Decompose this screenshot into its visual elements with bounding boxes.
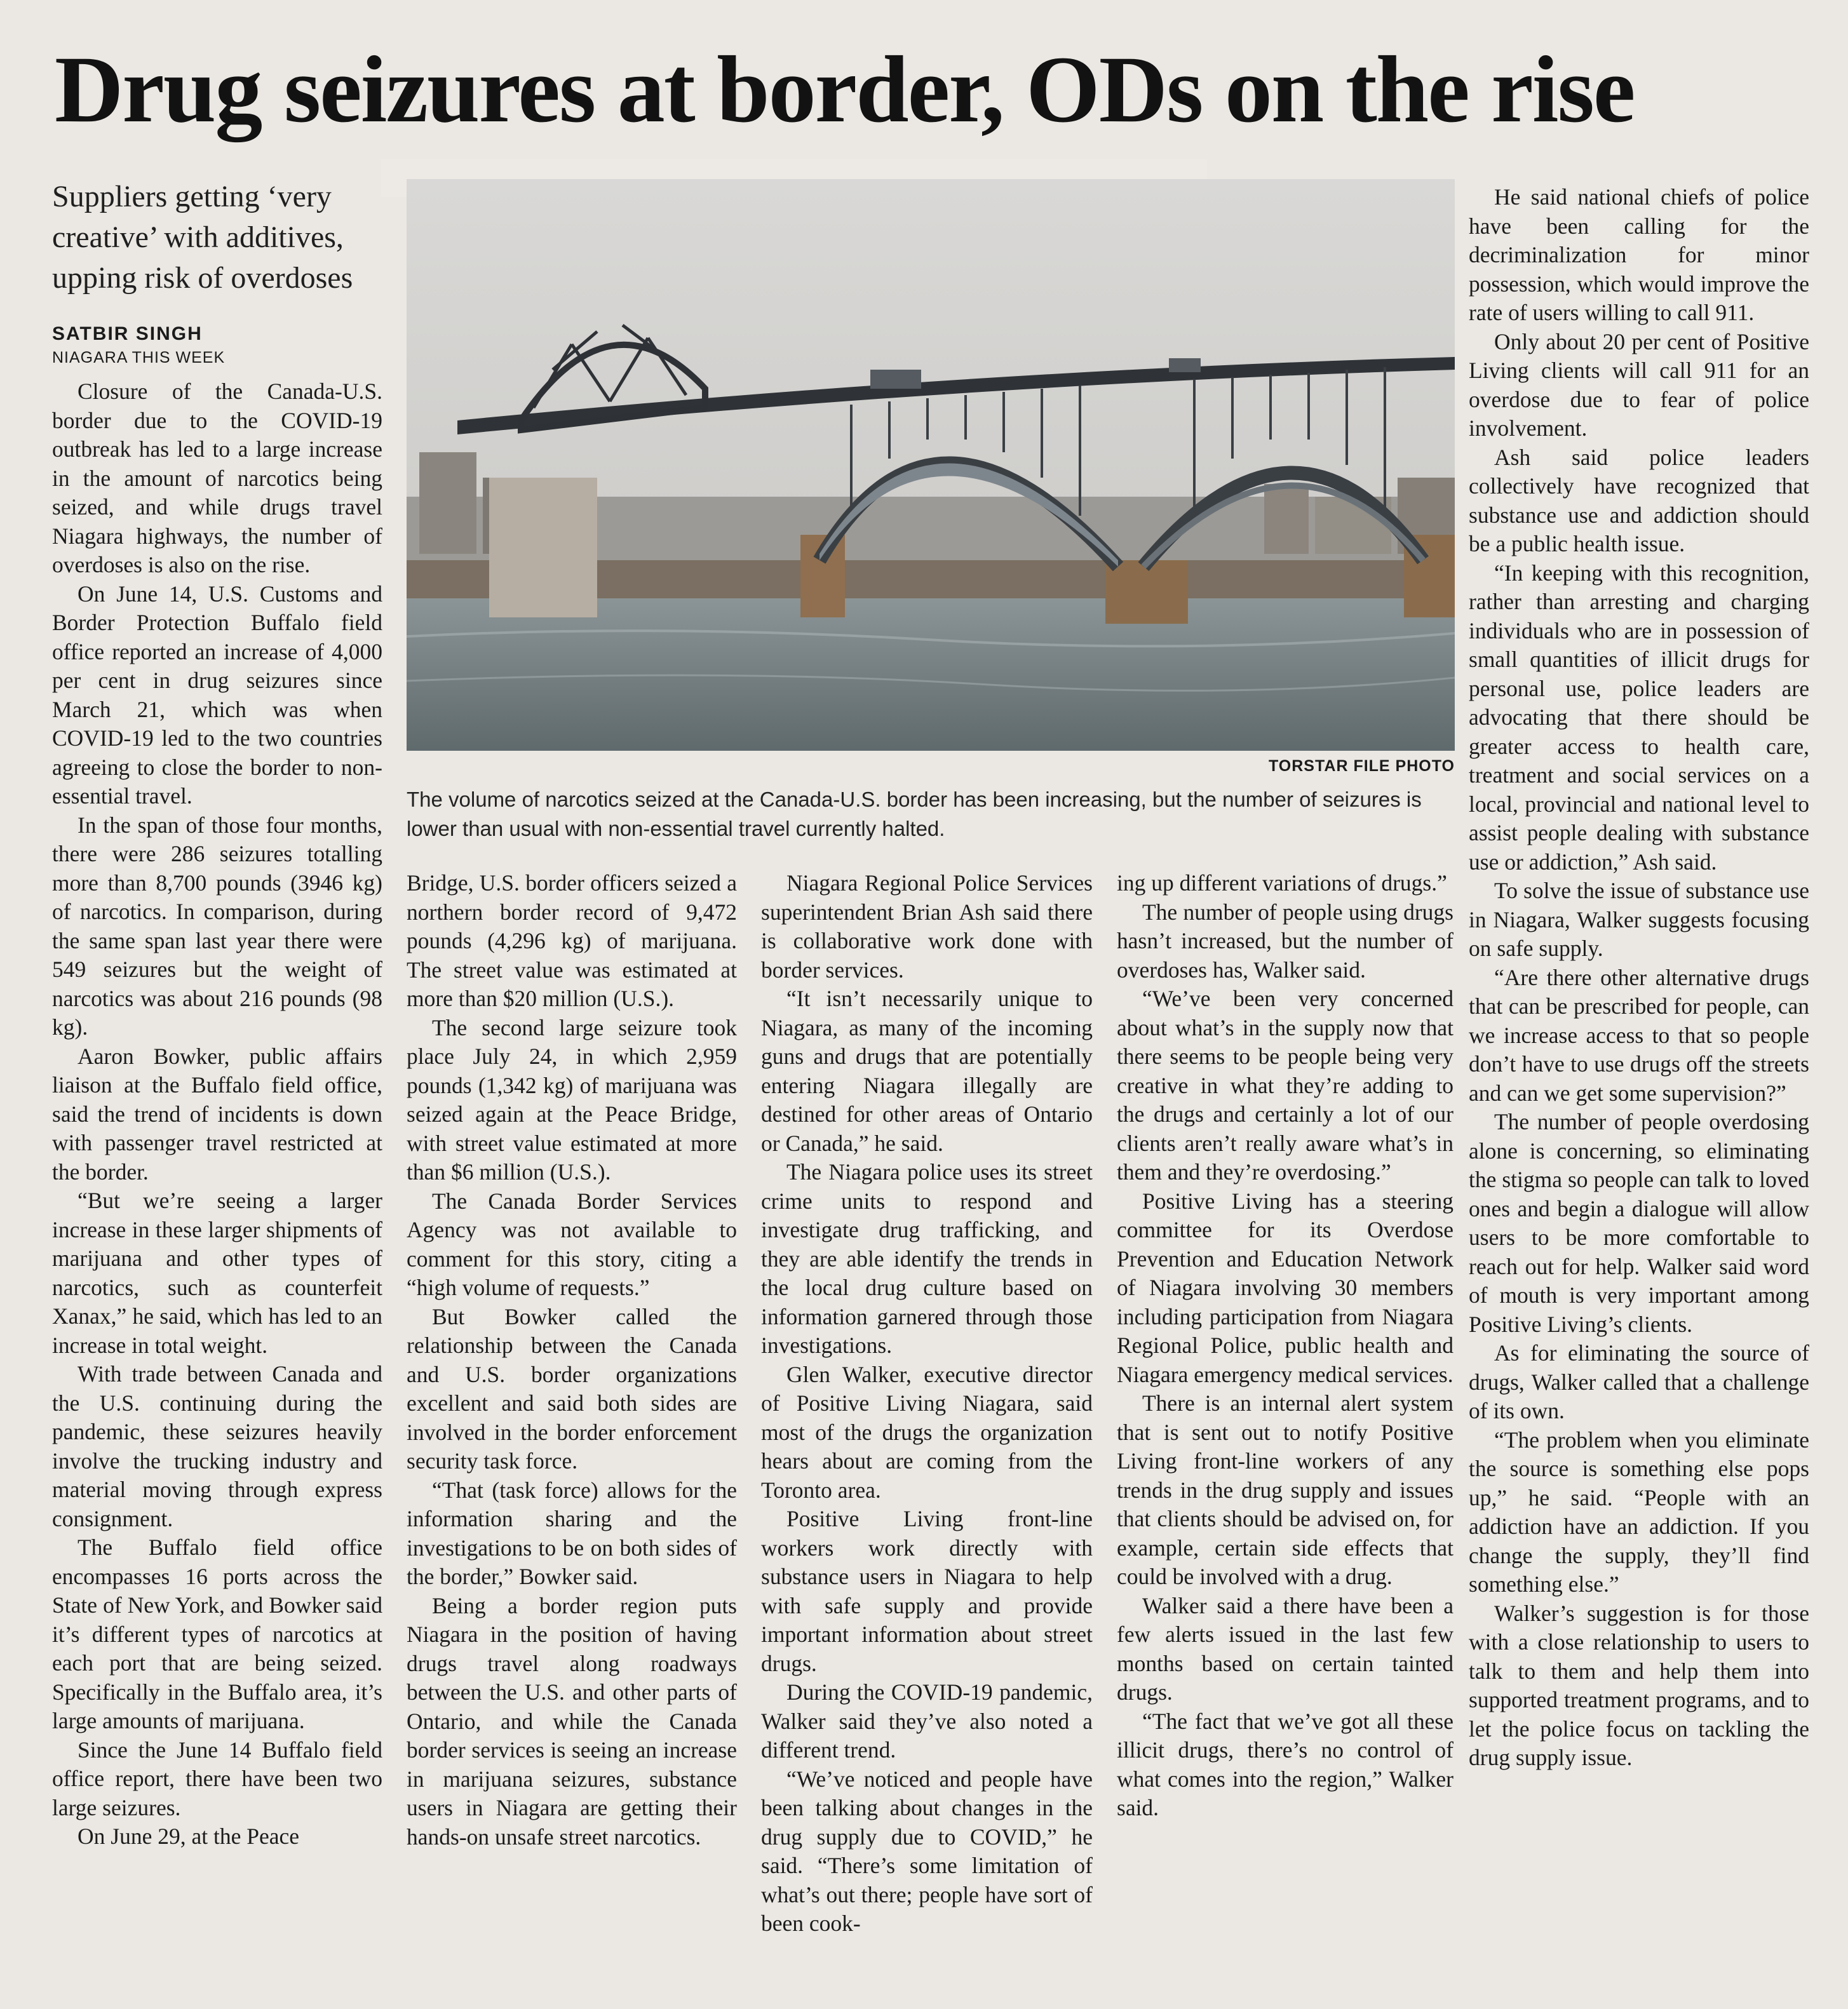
paragraph: Bridge, U.S. border officers seized a northern border record of 9,472 pounds (4,296 kg) of marijuana. The street value was estimated at more than $20 million (U.S.). xyxy=(407,870,737,1011)
paragraph: On June 14, U.S. Customs and Border Protection Buffalo field office reported an increase of 4,000 per cent in drug seizures since March 21, which was when COVID-19 led to the two countries agreeing to close the border to non-essential travel. xyxy=(52,581,382,809)
byline xyxy=(52,321,382,368)
paragraph: “We’ve been very concerned about what’s in the supply now that there seems to be people being very creative in what they’re adding to the drugs and certainly a lot of our clients aren’t really aware what’s in them and they’re overdosing.” xyxy=(1117,986,1453,1185)
paragraph: Niagara Regional Police Services superintendent Brian Ash said there is collaborative work done with border services. xyxy=(761,870,1093,983)
paragraph: Ash said police leaders collectively have recognized that substance use and addiction should be a public health issue. xyxy=(1469,444,1809,556)
paragraph: On June 29, at the Peace xyxy=(78,1824,299,1849)
paragraph: The Buffalo field office encompasses 16 ports across the State of New York, and Bowker said it’s different types of narcotics at each port that are being seized. Specifically in the Buffalo area, it’s large amounts of marijuana. xyxy=(52,1535,382,1733)
headline: Drug seizures at border, ODs on the rise xyxy=(55,37,1635,142)
paragraph: But Bowker called the relationship between the Canada and U.S. border organizations excellent and said both sides are involved in the border enforcement security task force. xyxy=(407,1303,737,1474)
paragraph: “But we’re seeing a larger increase in these larger shipments of marijuana and other types of narcotics, such as counterfeit Xanax,” he said, which has led to an increase in total weight. xyxy=(52,1188,382,1358)
paragraph: During the COVID-19 pandemic, Walker said they’ve also noted a different trend. xyxy=(761,1679,1093,1763)
paragraph: The second large seizure took place July 24, in which 2,959 pounds (1,342 kg) of marijuana was seized again at the Peace Bridge, with street value estimated at more than $6 million (U.S.). xyxy=(407,1014,737,1185)
byline-author: SATBIR SINGH xyxy=(52,323,203,344)
peace-bridge-image xyxy=(407,179,1455,751)
paragraph: He said national chiefs of police have been calling for the decriminalization for minor possession, which would improve the rate of users willing to call 911. xyxy=(1469,184,1809,325)
column-4 xyxy=(1117,869,1453,1978)
paragraph: “Are there other alternative drugs that can be prescribed for people, can we increase access to that so people don’t have to use drugs off the streets and can we get some supervision?” xyxy=(1469,964,1809,1106)
column-1 xyxy=(52,377,382,1978)
paragraph: Since the June 14 Buffalo field office report, there have been two large seizures. xyxy=(52,1737,382,1820)
paragraph: ing up different variations of drugs.” xyxy=(1117,870,1447,896)
deck: Suppliers getting ‘very creative’ with additives, upping risk of overdoses xyxy=(52,180,353,295)
column-2 xyxy=(407,869,737,1978)
column-3 xyxy=(761,869,1093,1978)
paragraph: With trade between Canada and the U.S. continuing during the pandemic, these seizures heavily involve the trucking industry and material moving through express consignment. xyxy=(52,1361,382,1531)
paragraph: Walker’s suggestion is for those with a close relationship to users to talk to them and help them into supported treatment programs, and to let the police focus on tackling the drug supply issue. xyxy=(1469,1600,1809,1770)
paragraph: “It isn’t necessarily unique to Niagara, as many of the incoming guns and drugs that are potentially entering Niagara illegally are destined for other areas of Ontario or Canada,” he said. xyxy=(761,986,1093,1156)
paragraph: Positive Living has a steering committee for its Overdose Prevention and Education Network of Niagara involving 30 members including participation from Niagara Regional Police, public health and Niagara emergency medical services. xyxy=(1117,1188,1453,1387)
paragraph: As for eliminating the source of drugs, Walker called that a challenge of its own. xyxy=(1469,1340,1809,1423)
paragraph: Closure of the Canada-U.S. border due to the COVID-19 outbreak has led to a large increase in the amount of narcotics being seized, and while drugs travel Niagara highways, the number of overdoses is also on the rise. xyxy=(52,379,382,577)
paragraph: In the span of those four months, there were 286 seizures totalling more than 8,700 pounds (3946 kg) of narcotics. In comparison, during the same span last year there were 549 seizures but the weight of narcotics was about 216 pounds (98 kg). xyxy=(52,812,382,1040)
paragraph: Being a border region puts Niagara in the position of having drugs travel along roadways between the U.S. and other parts of Ontario, and while the Canada border services is seeing an increase in marijuana seizures, substance users in Niagara are getting their hands-on unsafe street narcotics. xyxy=(407,1592,737,1850)
photo-credit: TORSTAR FILE PHOTO xyxy=(1268,757,1455,775)
paragraph: The number of people using drugs hasn’t increased, but the number of overdoses has, Walker said. xyxy=(1117,899,1453,983)
paragraph: Glen Walker, executive director of Positive Living Niagara, said most of the drugs the organization hears about are coming from the Toronto area. xyxy=(761,1361,1093,1503)
paragraph: “That (task force) allows for the information sharing and the investigations to be on both sides of the border,” Bowker said. xyxy=(407,1477,737,1589)
byline-outlet: NIAGARA THIS WEEK xyxy=(52,349,226,366)
paragraph: The Niagara police uses its street crime units to respond and investigate drug trafficking, and they are able identify the trends in the local drug culture based on information garnered through those investigations. xyxy=(761,1159,1093,1358)
paragraph: “The problem when you eliminate the source is something else pops up,” he said. “People with an addiction have an addiction. If you change the supply, they’ll find something else.” xyxy=(1469,1427,1809,1597)
paragraph: Aaron Bowker, public affairs liaison at the Buffalo field office, said the trend of incidents is down with passenger travel restricted at the border. xyxy=(52,1043,382,1185)
photo-caption: The volume of narcotics seized at the Canada-U.S. border has been increasing, but the number of seizures is lower than usual with non-essential travel currently halted. xyxy=(407,788,1422,840)
paragraph: “The fact that we’ve got all these illicit drugs, there’s no control of what comes into the region,” Walker said. xyxy=(1117,1708,1453,1820)
paragraph: “In keeping with this recognition, rather than arresting and charging individuals who are in possession of small quantities of illicit drugs for personal use, police leaders are advocating that there should be greater access to health care, treatment and social services on a local, provincial and national level to assist people dealing with substance use or addiction,” Ash said. xyxy=(1469,560,1809,875)
paragraph: To solve the issue of substance use in Niagara, Walker suggests focusing on safe supply. xyxy=(1469,878,1809,961)
paragraph: The number of people overdosing alone is concerning, so eliminating the stigma so people can talk to loved ones and begin a dialogue will allow users to be more comfortable to reach out for help. Walker said word of mouth is very important among Positive Living’s clients. xyxy=(1469,1109,1809,1337)
bridge-photo xyxy=(407,179,1455,751)
paragraph: Only about 20 per cent of Positive Living clients will call 911 for an overdose due to fear of police involvement. xyxy=(1469,328,1809,441)
column-5 xyxy=(1469,183,1809,1978)
paragraph: Positive Living front-line workers work directly with substance users in Niagara to help with safe supply and provide important information about street drugs. xyxy=(761,1506,1093,1676)
paragraph: “We’ve noticed and people have been talking about changes in the drug supply due to COVID,” he said. “There’s some limitation of what’s out there; people have sort of been cook- xyxy=(761,1766,1093,1936)
paragraph: There is an internal alert system that is sent out to notify Positive Living front-line workers of any trends in the drug supply and issues that clients should be advised on, for example, certain side effects that could be involved with a drug. xyxy=(1117,1390,1453,1589)
paragraph: Walker said a there have been a few alerts issued in the last few months based on certain tainted drugs. xyxy=(1117,1592,1453,1705)
paragraph: The Canada Border Services Agency was not available to comment for this story, citing a “high volume of requests.” xyxy=(407,1188,737,1300)
